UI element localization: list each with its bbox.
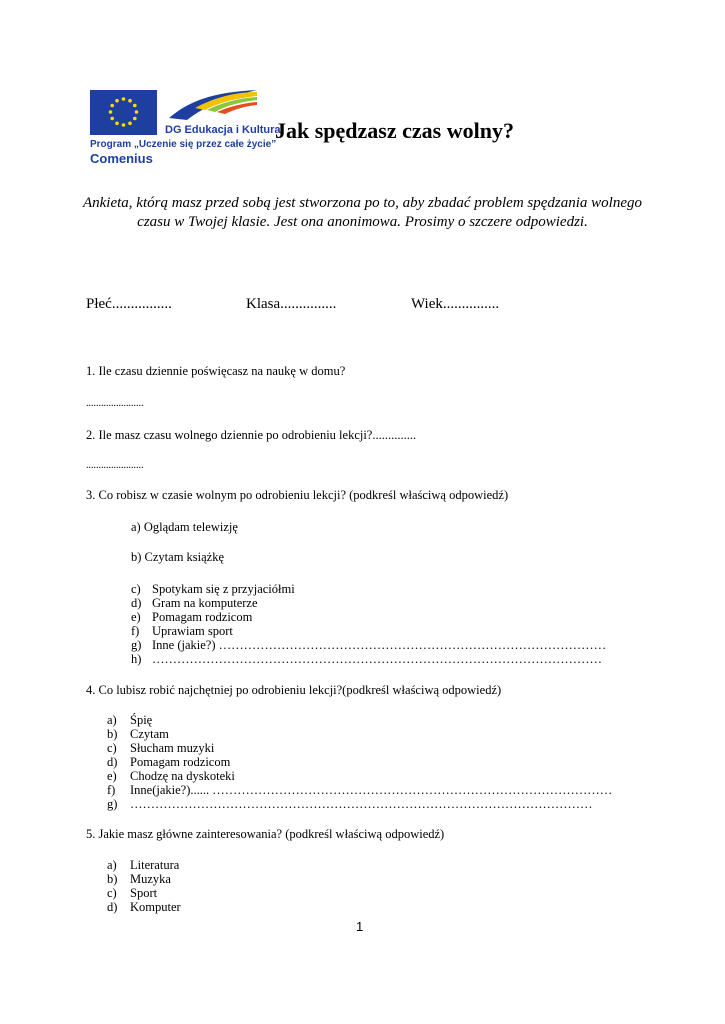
q5-option-text: Literatura (130, 858, 180, 872)
page-number: 1 (356, 919, 364, 934)
q4-option-text: ………………………………………………………………………………………………… (130, 797, 593, 811)
q3-option-letter: h) (131, 652, 142, 666)
q3-option-text: ……………………………………………………………………………………………… (152, 652, 602, 666)
question-3: 3. Co robisz w czasie wolnym po odrobieniu lekcji? (podkreśl właściwą odpowiedź) (86, 488, 509, 502)
lifelong-learning-swoosh-logo (165, 86, 260, 126)
q4-option-letter: c) (107, 741, 117, 755)
q4-option-text: Czytam (130, 727, 169, 741)
q5-option-letter: d) (107, 900, 118, 914)
document-title: Jak spędzasz czas wolny? (275, 118, 514, 143)
program-logo-text: Program „Uczenie się przez całe życie” (90, 139, 277, 150)
q3-option-letter: g) (131, 638, 142, 652)
q3-option-text: Pomagam rodzicom (152, 610, 253, 624)
q3-option-letter: c) (131, 582, 141, 596)
q5-option-text: Muzyka (130, 872, 171, 886)
q3-option-a: a) Oglądam telewizję (131, 520, 238, 534)
intro-paragraph: Ankieta, którą masz przed sobą jest stworzona po to, aby zbadać problem spędzania wolnego czasu w Twojej klasie. Jest ona anonimowa. Prosimy o szczere odpowiedzi. (82, 195, 642, 230)
q3-option-letter: e) (131, 610, 141, 624)
q4-option-text: Słucham muzyki (130, 741, 215, 755)
q3-option-text: Gram na komputerze (152, 596, 258, 610)
q4-option-text: Śpię (130, 713, 153, 727)
answer-line-1: ....................... (86, 398, 144, 409)
q4-option-letter: g) (107, 797, 118, 811)
q3-option-text: Inne (jakie?) ………………………………………………………………………………… (152, 638, 607, 652)
age-field: Wiek............... (411, 296, 500, 312)
sex-field: Płeć................ (86, 296, 172, 312)
q5-option-letter: a) (107, 858, 117, 872)
class-field: Klasa............... (246, 296, 337, 312)
answer-line-2: ....................... (86, 460, 144, 471)
q3-option-letter: d) (131, 596, 142, 610)
q4-option-letter: d) (107, 755, 118, 769)
q5-option-letter: b) (107, 872, 118, 886)
q4-option-letter: b) (107, 727, 118, 741)
q4-option-text: Inne(jakie?)...... …………………………………………………………………………………… (130, 783, 613, 797)
q3-option-text: Spotykam się z przyjaciółmi (152, 582, 295, 596)
q3-option-text: Uprawiam sport (152, 624, 233, 638)
q4-option-letter: f) (107, 783, 116, 797)
dg-education-logo-text: DG Edukacja i Kultura (165, 124, 281, 136)
eu-flag-logo (90, 90, 157, 135)
question-2: 2. Ile masz czasu wolnego dziennie po odrobieniu lekcji?.............. (86, 428, 417, 442)
q3-option-b: b) Czytam książkę (131, 550, 225, 564)
question-4: 4. Co lubisz robić najchętniej po odrobieniu lekcji?(podkreśl właściwą odpowiedź) (86, 683, 502, 697)
q3-option-letter: f) (131, 624, 140, 638)
q4-option-letter: a) (107, 713, 117, 727)
q4-option-text: Pomagam rodzicom (130, 755, 231, 769)
question-1: 1. Ile czasu dziennie poświęcasz na naukę w domu? (86, 364, 346, 378)
q5-option-text: Sport (130, 886, 158, 900)
q4-option-letter: e) (107, 769, 117, 783)
eu-stars-icon (90, 90, 157, 135)
q4-option-text: Chodzę na dyskoteki (130, 769, 235, 783)
question-5: 5. Jakie masz główne zainteresowania? (podkreśl właściwą odpowiedź) (86, 827, 445, 841)
comenius-logo-text: Comenius (90, 151, 153, 166)
q5-option-letter: c) (107, 886, 117, 900)
q5-option-text: Komputer (130, 900, 181, 914)
